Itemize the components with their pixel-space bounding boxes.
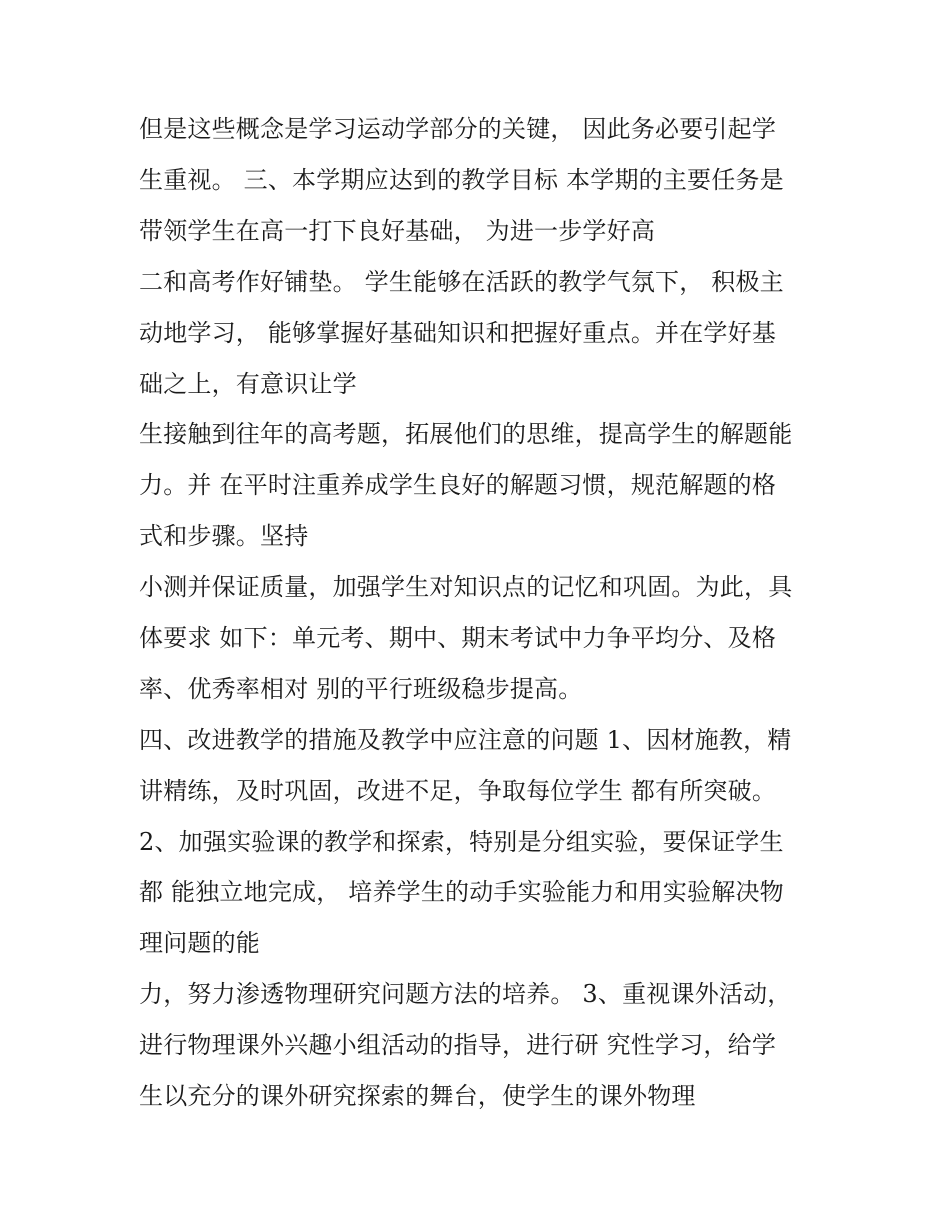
text-line: 都 能独立地完成， 培养学生的动手实验能力和用实验解决物 [139, 878, 784, 906]
text-line: 讲精练，及时巩固，改进不足，争取每位学生 都有所突破。 [139, 777, 777, 805]
text-line: 力。并 在平时注重养成学生良好的解题习惯，规范解题的格 [139, 471, 777, 499]
text-line: 础之上，有意识让学 [139, 370, 357, 398]
text-line: 二和高考作好铺垫。 学生能够在活跃的教学气氛下， 积极主 [139, 268, 784, 296]
text-line: 进行物理课外兴趣小组活动的指导，进行研 究性学习，给学 [139, 1031, 777, 1059]
text-line: 率、优秀率相对 别的平行班级稳步提高。 [139, 675, 583, 703]
text-line: 理问题的能 [139, 929, 260, 957]
text-line: 体要求 如下：单元考、期中、期末考试中力争平均分、及格 [139, 624, 777, 652]
text-line: 2、加强实验课的教学和探索，特别是分组实验，要保证学生 [139, 828, 784, 856]
text-line: 式和步骤。坚持 [139, 522, 309, 550]
text-line: 带领学生在高一打下良好基础， 为进一步学好高 [139, 217, 656, 245]
text-line: 小测并保证质量，加强学生对知识点的记忆和巩固。为此，具 [139, 573, 793, 601]
text-line: 四、改进教学的措施及教学中应注意的问题 1、因材施教，精 [139, 726, 792, 754]
text-line: 但是这些概念是学习运动学部分的关键， 因此务必要引起学 [139, 115, 777, 143]
text-line: 生以充分的课外研究探索的舞台，使学生的课外物理 [139, 1082, 696, 1110]
text-line: 力，努力渗透物理研究问题方法的培养。 3、重视课外活动， [139, 980, 792, 1008]
text-line: 动地学习， 能够掌握好基础知识和把握好重点。并在学好基 [139, 319, 777, 347]
text-line: 生接触到往年的高考题，拓展他们的思维，提高学生的解题能 [139, 420, 793, 448]
text-line: 生重视。 三、本学期应达到的教学目标 本学期的主要任务是 [139, 166, 784, 194]
